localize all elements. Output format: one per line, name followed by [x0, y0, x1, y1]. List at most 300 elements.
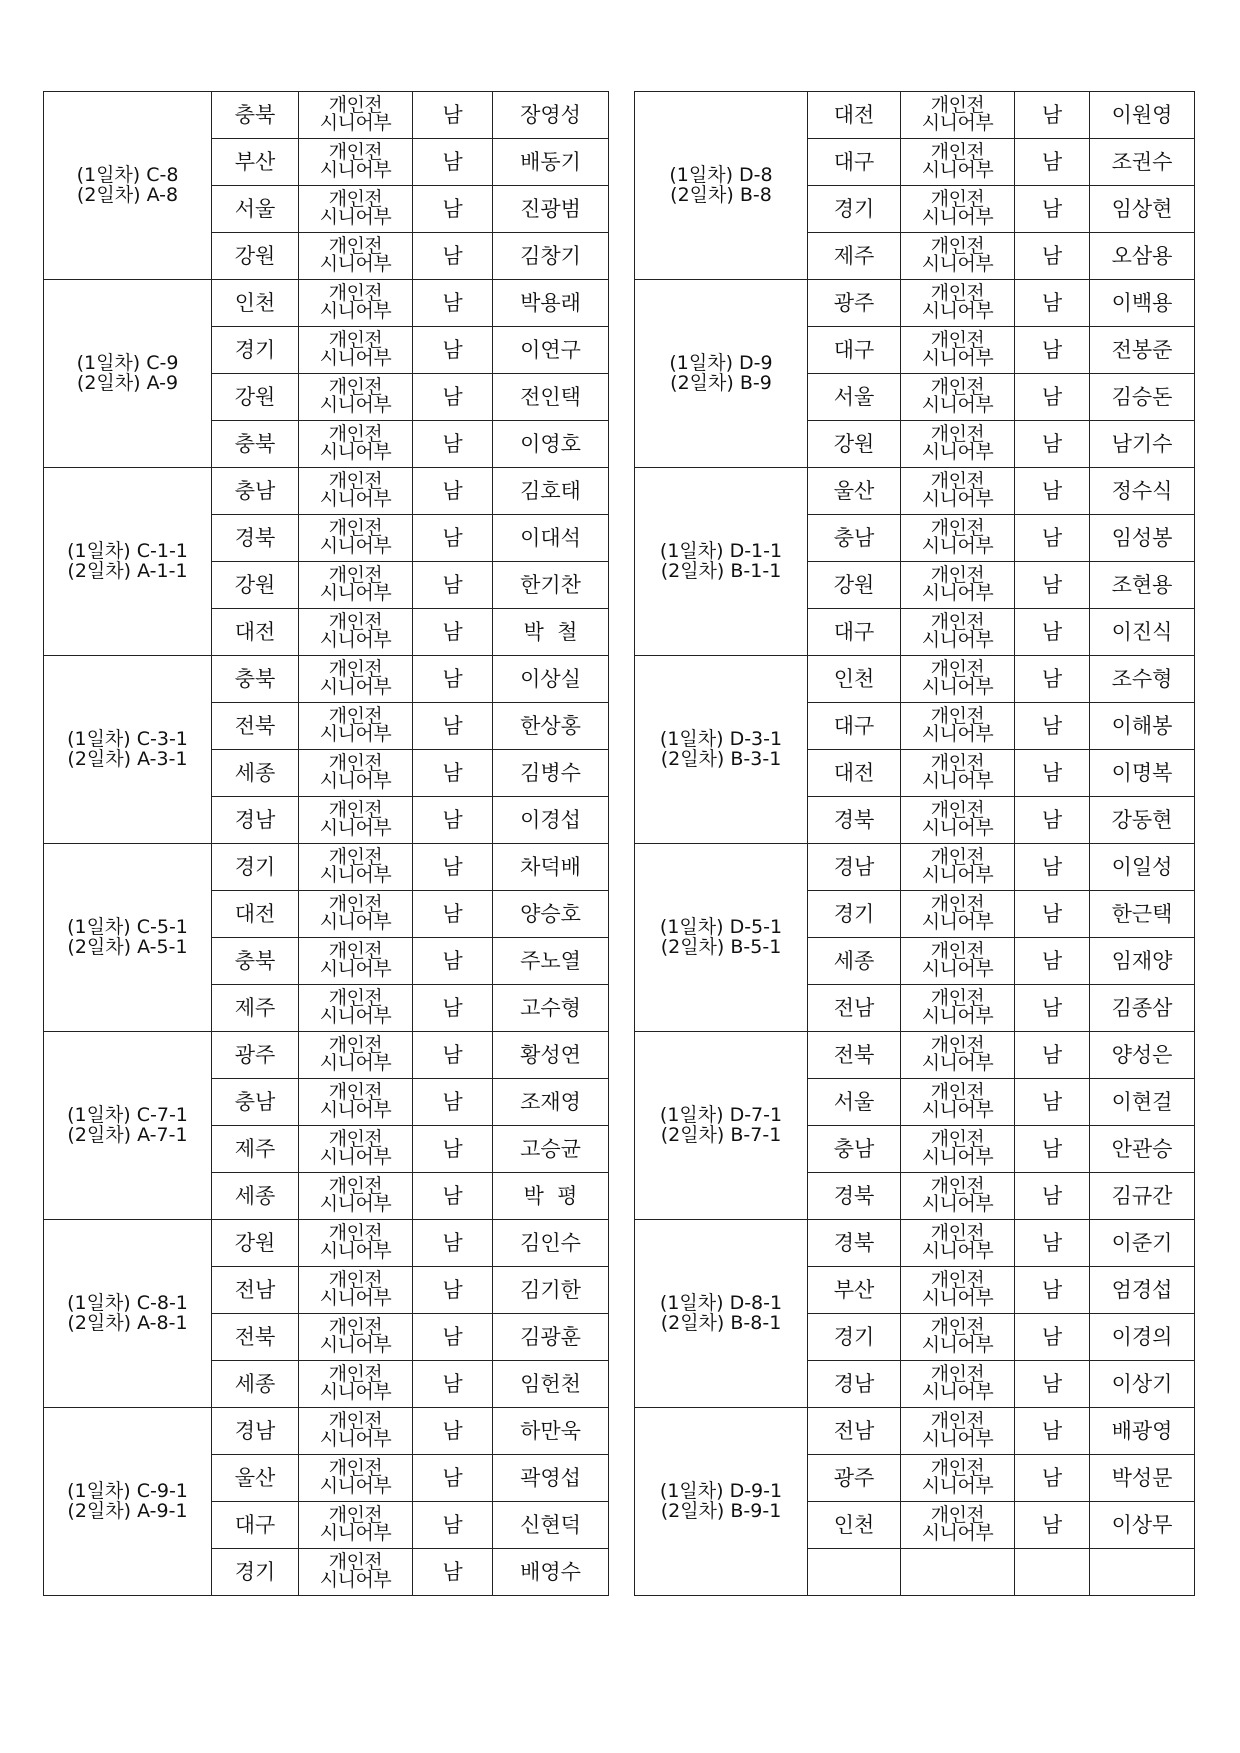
- division-line-2: 시니어부: [319, 488, 392, 510]
- division-line-2: 시니어부: [921, 159, 994, 181]
- region-cell: 전북: [212, 1314, 299, 1361]
- name-cell: 곽영섭: [493, 1455, 609, 1502]
- name-cell: 이원영: [1090, 92, 1195, 139]
- division-line-2: 시니어부: [921, 394, 994, 416]
- region-cell: 강원: [212, 562, 299, 609]
- group-day1-label: (1일차) D-1-1: [659, 539, 783, 562]
- division-cell: [299, 985, 413, 1032]
- division-line-2: 시니어부: [921, 723, 994, 745]
- name-cell: 조수형: [1090, 656, 1195, 703]
- group-label: [635, 1220, 808, 1408]
- division-line-1: 개인전: [328, 1222, 383, 1245]
- division-line-1: 개인전: [328, 987, 383, 1010]
- group-label: [44, 1408, 212, 1596]
- gender-cell: 남: [413, 1314, 493, 1361]
- division-cell: [299, 1408, 413, 1455]
- division-line-1: 개인전: [328, 1504, 383, 1527]
- name-cell: 배광영: [1090, 1408, 1195, 1455]
- group-day1-label: (1일차) D-8-1: [659, 1291, 783, 1314]
- gender-cell: 남: [413, 233, 493, 280]
- table-row: [635, 656, 1195, 703]
- division-line-1: 개인전: [930, 940, 985, 963]
- region-cell: 전남: [212, 1267, 299, 1314]
- gender-cell: 남: [413, 1408, 493, 1455]
- division-line-1: 개인전: [930, 987, 985, 1010]
- division-cell: [299, 1314, 413, 1361]
- division-line-2: 시니어부: [921, 1334, 994, 1356]
- division-line-1: 개인전: [328, 1316, 383, 1339]
- division-line-1: 개인전: [328, 1081, 383, 1104]
- group-label: [44, 1032, 212, 1220]
- name-cell: 이상기: [1090, 1361, 1195, 1408]
- division-line-1: 개인전: [328, 1363, 383, 1386]
- division-cell: [901, 656, 1015, 703]
- group-day1-label: (1일차) C-9: [76, 351, 179, 374]
- group-label: [44, 1220, 212, 1408]
- division-line-1: 개인전: [930, 1034, 985, 1057]
- division-line-1: 개인전: [328, 235, 383, 258]
- division-line-2: 시니어부: [921, 1052, 994, 1074]
- division-cell: [299, 938, 413, 985]
- name-cell: 고승균: [493, 1126, 609, 1173]
- group-day2-label: (2일차) A-7-1: [67, 1123, 188, 1146]
- gender-cell: 남: [413, 1126, 493, 1173]
- gender-cell: 남: [1015, 1455, 1090, 1502]
- name-cell: 이대석: [493, 515, 609, 562]
- group-day1-label: (1일차) D-5-1: [659, 915, 783, 938]
- region-cell: 경북: [808, 1173, 901, 1220]
- division-line-2: 시니어부: [921, 1240, 994, 1262]
- table-row: [635, 280, 1195, 327]
- gender-cell: 남: [1015, 186, 1090, 233]
- division-cell: [299, 139, 413, 186]
- group-day1-label: (1일차) C-8: [76, 163, 179, 186]
- gender-cell: 남: [413, 985, 493, 1032]
- group-day2-label: (2일차) A-3-1: [67, 747, 188, 770]
- division-line-1: 개인전: [328, 846, 383, 869]
- division-line-2: 시니어부: [921, 253, 994, 275]
- region-cell: 광주: [212, 1032, 299, 1079]
- region-cell: 대전: [808, 750, 901, 797]
- group-day2-label: (2일차) B-8-1: [660, 1311, 782, 1334]
- gender-cell: 남: [1015, 139, 1090, 186]
- division-cell: [901, 1408, 1015, 1455]
- name-cell: 임상현: [1090, 186, 1195, 233]
- division-cell: [901, 703, 1015, 750]
- group-label: [635, 1408, 808, 1596]
- name-cell: 이경섭: [493, 797, 609, 844]
- division-line-2: 시니어부: [921, 629, 994, 651]
- division-line-2: 시니어부: [921, 1287, 994, 1309]
- division-line-2: 시니어부: [921, 911, 994, 933]
- division-line-1: 개인전: [328, 658, 383, 681]
- division-line-2: 시니어부: [319, 864, 392, 886]
- group-day2-label: (2일차) B-3-1: [660, 747, 782, 770]
- region-cell: 대구: [808, 703, 901, 750]
- gender-cell: 남: [1015, 468, 1090, 515]
- name-cell: 이명복: [1090, 750, 1195, 797]
- region-cell: 대구: [808, 609, 901, 656]
- name-cell: 강동현: [1090, 797, 1195, 844]
- gender-cell: 남: [413, 1220, 493, 1267]
- division-line-1: 개인전: [328, 94, 383, 117]
- region-cell: 전남: [808, 1408, 901, 1455]
- region-cell: [808, 1549, 901, 1596]
- division-line-2: 시니어부: [319, 1569, 392, 1591]
- name-cell: 장영성: [493, 92, 609, 139]
- gender-cell: 남: [1015, 327, 1090, 374]
- gender-cell: 남: [413, 1032, 493, 1079]
- name-cell: 이백용: [1090, 280, 1195, 327]
- division-line-2: 시니어부: [319, 958, 392, 980]
- group-label: [635, 92, 808, 280]
- gender-cell: 남: [1015, 1079, 1090, 1126]
- division-line-2: 시니어부: [319, 253, 392, 275]
- division-cell: [299, 656, 413, 703]
- division-line-2: 시니어부: [319, 300, 392, 322]
- gender-cell: 남: [1015, 844, 1090, 891]
- gender-cell: 남: [413, 1361, 493, 1408]
- division-line-2: 시니어부: [319, 1193, 392, 1215]
- gender-cell: 남: [1015, 609, 1090, 656]
- division-line-2: 시니어부: [319, 1334, 392, 1356]
- name-cell: 이상무: [1090, 1502, 1195, 1549]
- division-cell: [299, 1220, 413, 1267]
- gender-cell: 남: [1015, 1314, 1090, 1361]
- name-cell: 박성문: [1090, 1455, 1195, 1502]
- table-row: [635, 92, 1195, 139]
- division-line-1: 개인전: [328, 940, 383, 963]
- division-line-1: 개인전: [930, 846, 985, 869]
- name-cell: 김호태: [493, 468, 609, 515]
- region-cell: 충남: [808, 515, 901, 562]
- gender-cell: 남: [1015, 1502, 1090, 1549]
- division-line-1: 개인전: [328, 1034, 383, 1057]
- division-line-2: 시니어부: [921, 300, 994, 322]
- division-line-1: 개인전: [930, 1222, 985, 1245]
- division-line-2: 시니어부: [319, 1052, 392, 1074]
- division-line-2: 시니어부: [319, 582, 392, 604]
- gender-cell: 남: [1015, 703, 1090, 750]
- division-line-2: 시니어부: [921, 206, 994, 228]
- name-cell: [1090, 1549, 1195, 1596]
- name-cell: 안관승: [1090, 1126, 1195, 1173]
- region-cell: 전남: [808, 985, 901, 1032]
- name-cell: 차덕배: [493, 844, 609, 891]
- gender-cell: 남: [413, 1455, 493, 1502]
- group-label: [44, 280, 212, 468]
- name-cell: 이일성: [1090, 844, 1195, 891]
- division-line-2: 시니어부: [921, 112, 994, 134]
- division-cell: [299, 468, 413, 515]
- gender-cell: 남: [413, 750, 493, 797]
- gender-cell: 남: [413, 468, 493, 515]
- gender-cell: 남: [413, 1079, 493, 1126]
- division-line-2: 시니어부: [921, 582, 994, 604]
- division-cell: [901, 515, 1015, 562]
- division-cell: [299, 1455, 413, 1502]
- region-cell: 부산: [212, 139, 299, 186]
- division-line-1: 개인전: [930, 470, 985, 493]
- group-day1-label: (1일차) C-5-1: [67, 915, 188, 938]
- division-cell: [299, 92, 413, 139]
- region-cell: 경기: [212, 844, 299, 891]
- division-cell: [299, 280, 413, 327]
- name-cell: 이상실: [493, 656, 609, 703]
- gender-cell: 남: [413, 374, 493, 421]
- division-line-1: 개인전: [930, 1081, 985, 1104]
- region-cell: 울산: [808, 468, 901, 515]
- table-row: [44, 468, 609, 515]
- region-cell: 서울: [212, 186, 299, 233]
- division-line-1: 개인전: [328, 188, 383, 211]
- group-label: [635, 468, 808, 656]
- name-cell: 고수형: [493, 985, 609, 1032]
- division-line-1: 개인전: [930, 893, 985, 916]
- group-day1-label: (1일차) D-3-1: [659, 727, 783, 750]
- table-row: [44, 280, 609, 327]
- division-line-2: 시니어부: [319, 535, 392, 557]
- division-line-2: 시니어부: [921, 488, 994, 510]
- group-day2-label: (2일차) A-8: [76, 183, 179, 206]
- division-line-1: 개인전: [328, 1128, 383, 1151]
- group-day2-label: (2일차) B-8: [670, 183, 772, 206]
- group-label: [44, 468, 212, 656]
- group-day2-label: (2일차) A-8-1: [67, 1311, 188, 1334]
- region-cell: 대구: [212, 1502, 299, 1549]
- division-line-1: 개인전: [930, 517, 985, 540]
- division-line-1: 개인전: [930, 705, 985, 728]
- division-line-2: 시니어부: [319, 911, 392, 933]
- gender-cell: 남: [413, 1173, 493, 1220]
- division-line-1: 개인전: [930, 1175, 985, 1198]
- division-line-1: 개인전: [930, 611, 985, 634]
- region-cell: 충북: [212, 938, 299, 985]
- division-line-1: 개인전: [328, 611, 383, 634]
- group-label: [635, 1032, 808, 1220]
- division-line-2: 시니어부: [921, 817, 994, 839]
- division-cell: [901, 421, 1015, 468]
- name-cell: 이진식: [1090, 609, 1195, 656]
- name-cell: 전봉준: [1090, 327, 1195, 374]
- table-row: [635, 1032, 1195, 1079]
- region-cell: 인천: [808, 1502, 901, 1549]
- region-cell: 대구: [808, 139, 901, 186]
- table-row: [635, 1408, 1195, 1455]
- division-cell: [299, 844, 413, 891]
- region-cell: 강원: [808, 562, 901, 609]
- division-cell: [901, 1079, 1015, 1126]
- group-day1-label: (1일차) D-8: [669, 163, 773, 186]
- table-row: [635, 1220, 1195, 1267]
- region-cell: 경남: [212, 797, 299, 844]
- region-cell: 충북: [212, 92, 299, 139]
- gender-cell: 남: [1015, 562, 1090, 609]
- division-line-1: 개인전: [930, 235, 985, 258]
- gender-cell: 남: [413, 421, 493, 468]
- division-line-1: 개인전: [328, 893, 383, 916]
- name-cell: 황성연: [493, 1032, 609, 1079]
- division-line-2: 시니어부: [319, 206, 392, 228]
- group-day2-label: (2일차) B-1-1: [660, 559, 782, 582]
- name-cell: 김인수: [493, 1220, 609, 1267]
- region-cell: 세종: [212, 1361, 299, 1408]
- group-label: [635, 280, 808, 468]
- name-cell: 이연구: [493, 327, 609, 374]
- division-line-1: 개인전: [930, 188, 985, 211]
- division-cell: [901, 280, 1015, 327]
- name-cell: 김승돈: [1090, 374, 1195, 421]
- group-day2-label: (2일차) B-9: [670, 371, 772, 394]
- gender-cell: 남: [413, 703, 493, 750]
- name-cell: 배영수: [493, 1549, 609, 1596]
- division-line-1: 개인전: [930, 564, 985, 587]
- table-row: [44, 1032, 609, 1079]
- group-label: [44, 92, 212, 280]
- region-cell: 경기: [212, 327, 299, 374]
- division-cell: [901, 1455, 1015, 1502]
- region-cell: 제주: [212, 985, 299, 1032]
- gender-cell: 남: [1015, 280, 1090, 327]
- gender-cell: 남: [1015, 1126, 1090, 1173]
- division-line-2: 시니어부: [319, 1287, 392, 1309]
- division-line-2: 시니어부: [319, 347, 392, 369]
- name-cell: 양성은: [1090, 1032, 1195, 1079]
- division-cell: [901, 1220, 1015, 1267]
- division-line-2: 시니어부: [921, 1193, 994, 1215]
- gender-cell: 남: [1015, 656, 1090, 703]
- name-cell: 한근택: [1090, 891, 1195, 938]
- division-cell: [901, 327, 1015, 374]
- name-cell: 임재양: [1090, 938, 1195, 985]
- division-line-2: 시니어부: [319, 817, 392, 839]
- division-cell: [901, 1032, 1015, 1079]
- group-day1-label: (1일차) C-8-1: [67, 1291, 188, 1314]
- table-row: [44, 844, 609, 891]
- division-cell: [901, 374, 1015, 421]
- gender-cell: 남: [413, 609, 493, 656]
- region-cell: 제주: [808, 233, 901, 280]
- region-cell: 강원: [212, 1220, 299, 1267]
- gender-cell: 남: [1015, 750, 1090, 797]
- region-cell: 경기: [212, 1549, 299, 1596]
- name-cell: 한기찬: [493, 562, 609, 609]
- region-cell: 경남: [212, 1408, 299, 1455]
- name-cell: 하만욱: [493, 1408, 609, 1455]
- division-cell: [299, 233, 413, 280]
- division-cell: [299, 1549, 413, 1596]
- name-cell: 김병수: [493, 750, 609, 797]
- region-cell: 세종: [212, 750, 299, 797]
- gender-cell: 남: [1015, 891, 1090, 938]
- name-cell: 배동기: [493, 139, 609, 186]
- region-cell: 경남: [808, 844, 901, 891]
- division-cell: [901, 186, 1015, 233]
- division-line-1: 개인전: [930, 1457, 985, 1480]
- gender-cell: 남: [413, 92, 493, 139]
- division-cell: [901, 1267, 1015, 1314]
- division-line-2: 시니어부: [921, 1522, 994, 1544]
- division-cell: [299, 797, 413, 844]
- region-cell: 광주: [808, 280, 901, 327]
- group-day2-label: (2일차) A-9: [76, 371, 179, 394]
- name-cell: 이경의: [1090, 1314, 1195, 1361]
- division-line-1: 개인전: [328, 752, 383, 775]
- name-cell: 조권수: [1090, 139, 1195, 186]
- division-line-1: 개인전: [328, 423, 383, 446]
- division-line-1: 개인전: [930, 1410, 985, 1433]
- division-cell: [299, 515, 413, 562]
- gender-cell: 남: [1015, 797, 1090, 844]
- division-cell: [901, 844, 1015, 891]
- division-cell: [901, 609, 1015, 656]
- region-cell: 대전: [212, 609, 299, 656]
- gender-cell: 남: [1015, 1220, 1090, 1267]
- group-day1-label: (1일차) C-3-1: [67, 727, 188, 750]
- division-cell: [299, 374, 413, 421]
- group-label: [635, 656, 808, 844]
- division-line-2: 시니어부: [921, 1475, 994, 1497]
- gender-cell: 남: [1015, 515, 1090, 562]
- region-cell: 인천: [212, 280, 299, 327]
- region-cell: 전북: [212, 703, 299, 750]
- region-cell: 경북: [212, 515, 299, 562]
- division-cell: [901, 1173, 1015, 1220]
- gender-cell: 남: [1015, 1408, 1090, 1455]
- name-cell: 김창기: [493, 233, 609, 280]
- name-cell: 엄경섭: [1090, 1267, 1195, 1314]
- division-line-2: 시니어부: [921, 770, 994, 792]
- division-line-2: 시니어부: [319, 1428, 392, 1450]
- division-line-1: 개인전: [328, 517, 383, 540]
- division-cell: [901, 750, 1015, 797]
- name-cell: 한상홍: [493, 703, 609, 750]
- division-line-1: 개인전: [328, 141, 383, 164]
- gender-cell: 남: [413, 1502, 493, 1549]
- table-row: [44, 1220, 609, 1267]
- division-line-2: 시니어부: [319, 1005, 392, 1027]
- group-label: [44, 656, 212, 844]
- group-day2-label: (2일차) A-9-1: [67, 1499, 188, 1522]
- division-line-1: 개인전: [328, 564, 383, 587]
- name-cell: 신현덕: [493, 1502, 609, 1549]
- division-line-2: 시니어부: [319, 441, 392, 463]
- division-line-2: 시니어부: [921, 864, 994, 886]
- name-cell: 정수식: [1090, 468, 1195, 515]
- region-cell: 대구: [808, 327, 901, 374]
- division-cell: [901, 1361, 1015, 1408]
- region-cell: 경기: [808, 891, 901, 938]
- gender-cell: 남: [413, 515, 493, 562]
- region-cell: 서울: [808, 374, 901, 421]
- division-line-1: 개인전: [328, 470, 383, 493]
- region-cell: 대전: [212, 891, 299, 938]
- region-cell: 충북: [212, 421, 299, 468]
- name-cell: 김규간: [1090, 1173, 1195, 1220]
- division-line-2: 시니어부: [319, 112, 392, 134]
- division-cell: [901, 1314, 1015, 1361]
- division-line-1: 개인전: [930, 94, 985, 117]
- division-line-2: 시니어부: [319, 1146, 392, 1168]
- division-line-1: 개인전: [930, 799, 985, 822]
- division-cell: [299, 1267, 413, 1314]
- name-cell: 이현걸: [1090, 1079, 1195, 1126]
- gender-cell: 남: [413, 1549, 493, 1596]
- region-cell: 세종: [212, 1173, 299, 1220]
- table-row: [44, 92, 609, 139]
- division-line-2: 시니어부: [921, 1005, 994, 1027]
- division-cell: [901, 562, 1015, 609]
